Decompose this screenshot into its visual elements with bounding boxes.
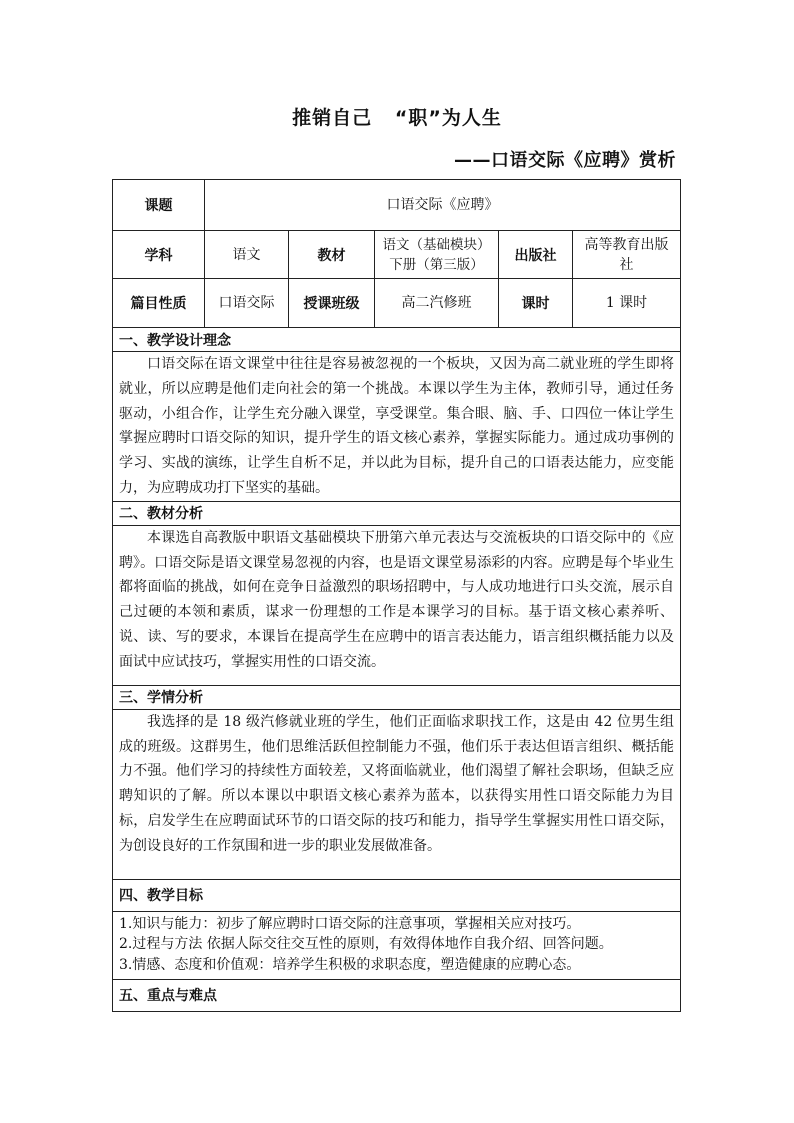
section-textbook-analysis-text: 本课选自高教版中职语文基础模块下册第六单元表达与交流板块的口语交际中的《应聘》。口语交际是语文课堂易忽视的内容，也是语文课堂易添彩的内容。应聘是每个毕业生都将面临的挑战，如何在竞争日益激烈的职场招聘中，与人成功地进行口头交流，展示自己过硬的本领和素质，谋求一份理想的工作是本课学习的目标。基于语文核心素养听、说、读、写的要求，本课旨在提高学生在应聘中的语言表达能力，语言组织概括能力以及面试中应试技巧，掌握实用性的口语交流。: [119, 529, 675, 670]
class-label: 授课班级: [289, 279, 375, 328]
section-student-analysis-text: 我选择的是 18 级汽修就业班的学生，他们正面临求职找工作，这是由 42 位男生组成的班级。这群男生，他们思维活跃但控制能力不强，他们乐于表达但语言组织、概括能力不强。他们学习的持续性方面较差，又将面临就业，他们渴望了解社会职场，但缺乏应聘知识的了解。所以本课以中职语文核心素养为蓝本，以获得实用性口语交际能力为目标，启发学生在应聘面试环节的口语交际的技巧和能力，指导学生掌握实用性口语交际，为创设良好的工作氛围和进一步的职业发展做准备。: [119, 713, 675, 854]
section-design-concept-title: 一、教学设计理念: [113, 328, 681, 352]
publisher-value: 高等教育出版社: [573, 231, 681, 279]
document-title: 推销自己 “职”为人生: [292, 107, 502, 129]
document-subtitle: ——口语交际《应聘》赏析: [454, 150, 676, 171]
type-label: 篇目性质: [113, 279, 205, 328]
topic-value: 口语交际《应聘》: [205, 180, 681, 231]
hours-value: 1 课时: [573, 279, 681, 328]
type-value: 口语交际: [205, 279, 289, 328]
textbook-label: 教材: [289, 231, 375, 279]
lesson-plan-table: [112, 179, 681, 1012]
textbook-value: 语文（基础模块）下册（第三版）: [375, 231, 499, 279]
subject-value: 语文: [205, 231, 289, 279]
topic-label: 课题: [113, 180, 205, 231]
publisher-label: 出版社: [499, 231, 573, 279]
subject-label: 学科: [113, 231, 205, 279]
section-textbook-analysis-title: 二、教材分析: [113, 501, 681, 525]
section-objectives-title: 四、教学目标: [113, 879, 681, 911]
objective-item: 2.过程与方法 依据人际交往交互性的原则，有效得体地作自我介绍、回答问题。: [119, 936, 613, 953]
section-design-concept-text: 口语交际在语文课堂中往往是容易被忽视的一个板块，又因为高二就业班的学生即将就业，所以应聘是他们走向社会的第一个挑战。本课以学生为主体，教师引导，通过任务驱动，小组合作，让学生充分融入课堂，享受课堂。集合眼、脑、手、口四位一体让学生掌握应聘时口语交际的知识，提升学生的语文核心素养，掌握实际能力。通过成功事例的学习、实战的演练，让学生自析不足，并以此为目标，提升自己的口语表达能力，应变能力，为应聘成功打下坚实的基础。: [119, 356, 675, 496]
section-key-points-title: 五、重点与难点: [113, 979, 681, 1011]
hours-label: 课时: [499, 279, 573, 328]
objective-item: 3.情感、态度和价值观：培养学生积极的求职态度，塑造健康的应聘心态。: [119, 956, 581, 973]
objective-item: 1.知识与能力：初步了解应聘时口语交际的注意事项，掌握相关应对技巧。: [119, 915, 581, 932]
section-student-analysis-title: 三、学情分析: [113, 685, 681, 709]
objectives-list: [113, 911, 681, 979]
class-value: 高二汽修班: [375, 279, 499, 328]
